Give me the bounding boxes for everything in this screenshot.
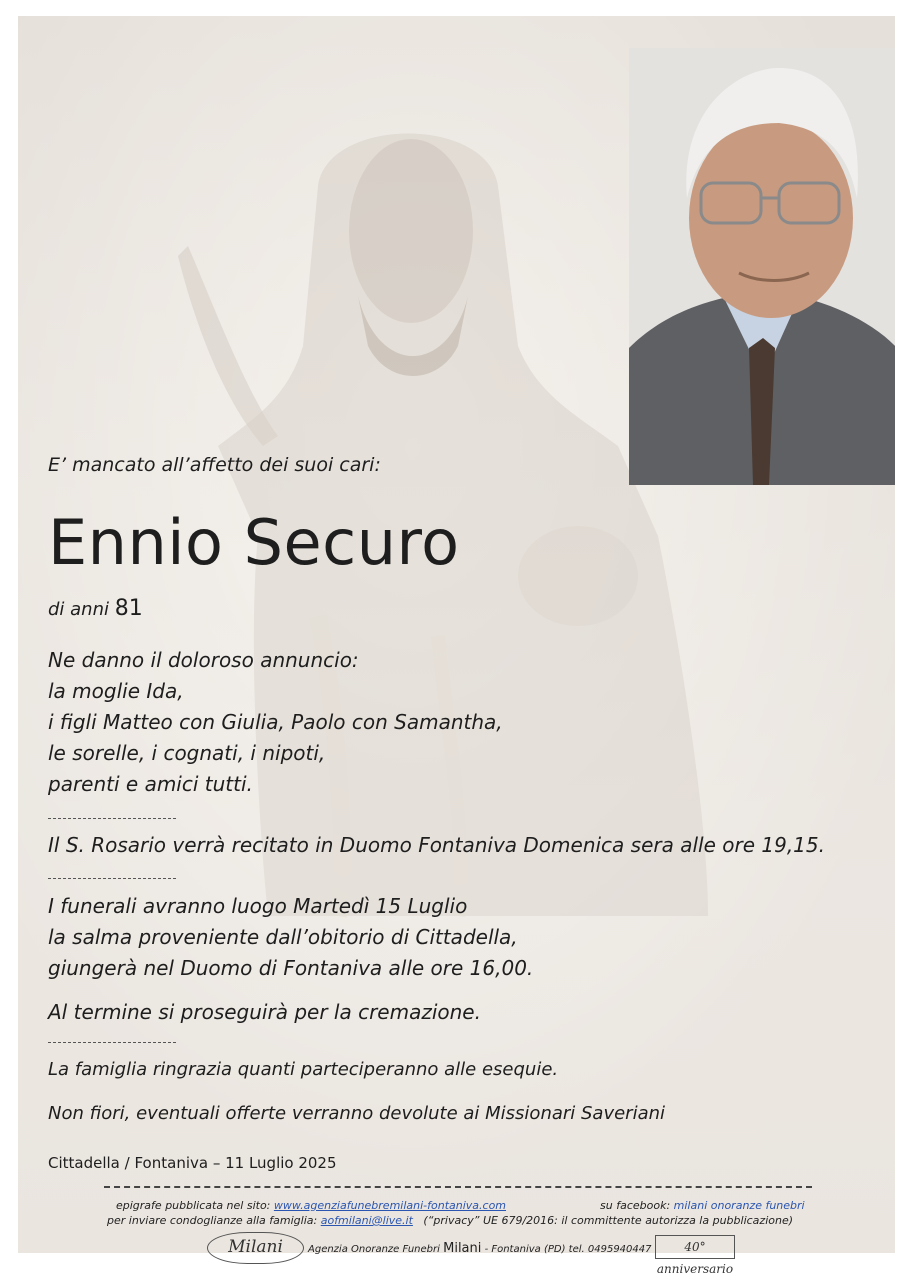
- family-line: la moglie Ida,: [48, 679, 184, 703]
- rosary-line: Il S. Rosario verrà recitato in Duomo Fontaniva Domenica sera alle ore 19,15.: [48, 833, 825, 857]
- privacy-note: (“privacy” UE 679/2016: il committente autorizza la pubblicazione): [423, 1214, 794, 1227]
- dashed-separator: [48, 1042, 176, 1043]
- condolence-line: [107, 1214, 793, 1227]
- flowers-line: Non fiori, eventuali offerte verranno devolute ai Missionari Saveriani: [48, 1103, 666, 1124]
- family-line: parenti e amici tutti.: [48, 772, 253, 796]
- age-label: di anni: [48, 599, 109, 620]
- thanks-line: La famiglia ringrazia quanti parteciperanno alle esequie.: [48, 1059, 559, 1080]
- funeral-line: la salma proveniente dall’obitorio di Cittadella,: [48, 925, 518, 949]
- funeral-details: [48, 891, 533, 984]
- family-line: i figli Matteo con Giulia, Paolo con Samantha,: [48, 710, 503, 734]
- agency-name: Milani: [443, 1241, 482, 1256]
- intro-line: E’ mancato all’affetto dei suoi cari:: [48, 454, 381, 476]
- anniversary-badge: 40° anniversario: [655, 1235, 735, 1259]
- dashed-separator: [48, 818, 176, 819]
- family-line: Ne danno il doloroso annuncio:: [48, 648, 359, 672]
- family-announcement: [48, 645, 503, 800]
- email-link[interactable]: aofmilani@live.it: [320, 1214, 413, 1227]
- site-link[interactable]: www.agenziafunebremilani-fontaniva.com: [273, 1199, 507, 1212]
- facebook-name[interactable]: milani onoranze funebri: [673, 1199, 805, 1212]
- site-label: epigrafe pubblicata nel sito:: [116, 1199, 271, 1212]
- facebook-label: su facebook:: [600, 1199, 671, 1212]
- age-line: [48, 596, 143, 621]
- footer-dashed-line: [104, 1186, 812, 1188]
- agency-footer: [207, 1231, 734, 1276]
- cremation-line: Al termine si proseguirà per la cremazione.: [48, 1000, 481, 1024]
- facebook-line: [600, 1199, 805, 1212]
- deceased-name: Ennio Securo: [48, 506, 460, 579]
- site-line: [116, 1199, 506, 1212]
- agency-logo: Milani: [207, 1232, 304, 1264]
- dashed-separator: [48, 878, 176, 879]
- agency-info: [308, 1241, 652, 1256]
- deceased-portrait-photo: [629, 48, 895, 485]
- funeral-line: I funerali avranno luogo Martedì 15 Luglio: [48, 894, 468, 918]
- funeral-line: giungerà nel Duomo di Fontaniva alle ore 16,00.: [48, 956, 534, 980]
- place-date: Cittadella / Fontaniva – 11 Luglio 2025: [48, 1154, 337, 1172]
- age-value: 81: [114, 596, 143, 621]
- condolence-label: per inviare condoglianze alla famiglia:: [107, 1214, 318, 1227]
- agency-suffix: - Fontaniva (PD) tel. 0495940447: [484, 1244, 652, 1255]
- family-line: le sorelle, i cognati, i nipoti,: [48, 741, 326, 765]
- agency-prefix: Agenzia Onoranze Funebri: [308, 1244, 440, 1255]
